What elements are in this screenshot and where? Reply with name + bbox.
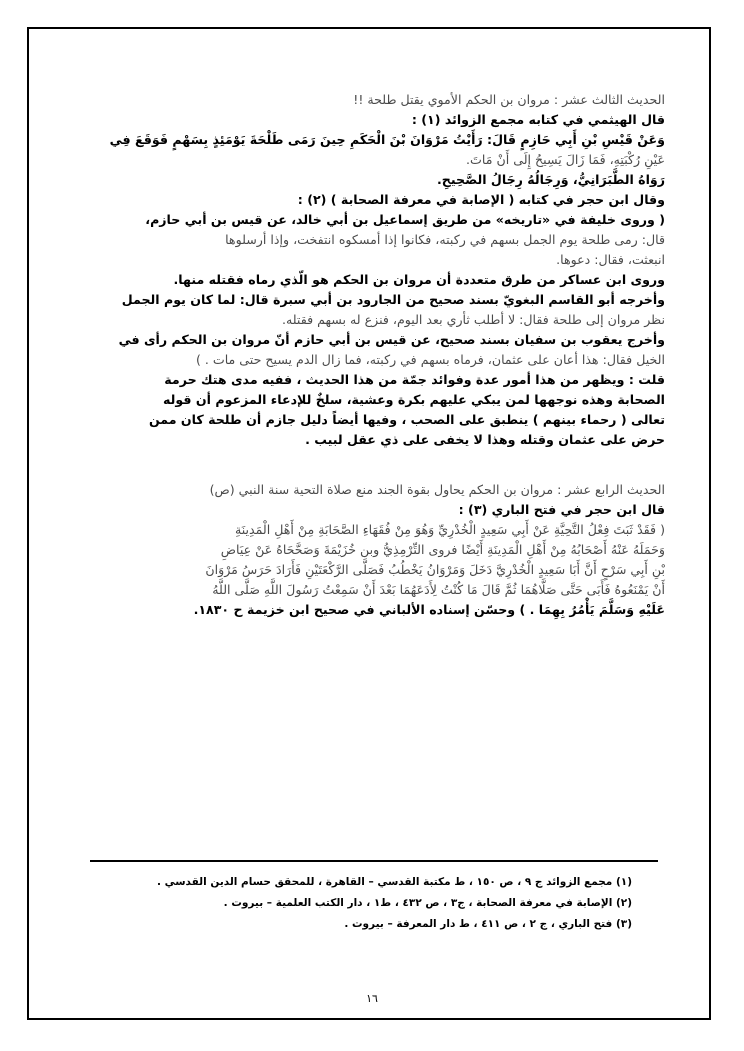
paragraph-line: رَوَاهُ الطَّبَرَانِيُّ، وَرِجَالُهُ رِجَالُ الصَّحِيحِ. [437,172,665,187]
footnote: (٣) فتح الباري ، ج ٢ ، ص ٤١١ ، ط دار المعرفة – بيروت . [344,918,632,930]
paragraph-line: الصحابة وهذه نوجهها لمن يبكي عليهم بكرة وعشية، سلخٌ للإدعاء المزعوم أن قوله [163,392,665,407]
footnote: (٢) الإصابة في معرفة الصحابة ، ج٣ ، ص ٤٣٢ ، ط١ ، دار الكتب العلمية – بيروت . [223,897,632,909]
paragraph-line: وَحَمَلَهُ عَنْهُ أَصْحَابُهُ مِنْ أَهْلِ الْمَدِينَةِ أَيْضًا فروى التِّرْمِذِيُّ وبن خُزَيْمَةَ وَصَحَّحَاهُ عَنْ عِيَاضِ [220,542,665,557]
paragraph-line: وأخرجه أبو القاسم البغويّ بسند صحيح من الجارود بن أبي سبرة قال: لما كان يوم الجمل [121,292,665,307]
paragraph-line: الخيل فقال: هذا أعان على عثمان، فرماه بسهم في ركبته، فما زال الدم يسيح حتى مات . ) [195,352,665,367]
paragraph-line: عَلَيْهِ وَسَلَّمَ يَأْمُرُ بِهِمَا . ) وحسّن إسناده الألباني في صحيح ابن خزيمة ح ١٨٣٠. [193,602,665,617]
paragraph-line: حرض على عثمان وقتله وهذا لا يخفى على ذي عقل لبيب . [305,432,665,447]
paragraph-line: نظر مروان إلى طلحة فقال: لا أطلب ثأري بعد اليوم، فنزع له بسهم فقتله. [281,312,665,327]
section-heading: الحديث الرابع عشر : مروان بن الحكم يحاول بقوة الجند منع صلاة التحية سنة النبي (ص) [209,482,665,497]
section-spacer [90,450,665,480]
paragraph-line: أَنْ يَمْنَعُوهُ فَأَبَى حَتَّى صَلَّاهُمَا ثُمَّ قَالَ مَا كُنْتُ لِأَدَعَهُمَا بَعْدَ أَنْ سَمِعْتُ رَسُولَ اللَّهِ صَلَّى اللَّهُ [212,582,665,597]
paragraph-line: عَيْنِ رُكْبَتِهِ، فَمَا زَالَ يَسِيحُ إِلَى أَنْ مَاتَ. [466,152,665,167]
footnotes [90,872,658,935]
section-heading: الحديث الثالث عشر : مروان بن الحكم الأموي يقتل طلحة !! [353,92,665,107]
paragraph-line: قلت : ويظهر من هذا أمور عدة وفوائد جمّة من هذا الحديث ، ففيه مدى هتك حرمة [164,372,665,387]
paragraph-line: ( وروى خليفة في «تاريخه» من طريق إسماعيل بن أبي خالد، عن قيس بن أبي حازم، [145,212,665,227]
paragraph-line: قال: رمى طلحة يوم الجمل بسهم في ركبته، فكانوا إذا أمسكوه انتفخت، وإذا أرسلوها [225,232,665,247]
section-1 [90,90,665,450]
paragraph-line: وأخرج يعقوب بن سفيان بسند صحيح، عن قيس بن أبي حازم أنّ مروان بن الحكم رأى في [118,332,665,347]
page-number: ١٦ [366,992,378,1005]
footnote-separator [90,860,658,862]
paragraph-line: وروى ابن عساكر من طرق متعددة أن مروان بن الحكم هو الّذي رماه فقتله منها. [173,272,665,287]
paragraph-line: قال ابن حجر في فتح الباري (٣) : [458,502,665,517]
footnote: (١) مجمع الزوائد ج ٩ ، ص ١٥٠ ، ط مكتبة القدسي – القاهرة ، للمحقق حسام الدين القدسي . [156,876,632,888]
paragraph-line: وَعَنْ قَيْسِ بْنِ أَبِي حَازِمٍ قَالَ: رَأَيْتُ مَرْوَانَ بْنَ الْحَكَمِ حِينَ رَمَى طَلْحَةَ يَوْمَئِذٍ بِسَهْمٍ فَوَقَعَ فِي [109,132,665,147]
section-2 [90,480,665,620]
paragraph-line: بْنِ أَبِي سَرْحٍ أَنَّ أَبَا سَعِيدٍ الْخُدْرِيَّ دَخَلَ وَمَرْوَانُ يَخْطُبُ فَصَلَّى الرَّكْعَتَيْنِ فَأَرَادَ حَرَسُ مَرْوَانَ [205,562,665,577]
paragraph-line: انبعثت، فقال: دعوها. [556,252,665,267]
paragraph-line: ( فَقَدْ ثَبَتَ فِعْلُ التَّحِيَّةِ عَنْ أَبِي سَعِيدٍ الْخُدْرِيِّ وَهُوَ مِنْ فُقَهَاءِ الصَّحَابَةِ مِنْ أَهْلِ الْمَدِينَةِ [234,522,665,537]
paragraph-line: وقال ابن حجر في كتابه ( الإصابة في معرفة الصحابة ) (٢) : [297,192,665,207]
paragraph-line: قال الهيثمي في كتابه مجمع الزوائد (١) : [411,112,665,127]
paragraph-line: تعالى ( رحماء بينهم ) ينطبق على الصحب ، وفيها أيضاً دليل جازم أن طلحة كان ممن [148,412,665,427]
